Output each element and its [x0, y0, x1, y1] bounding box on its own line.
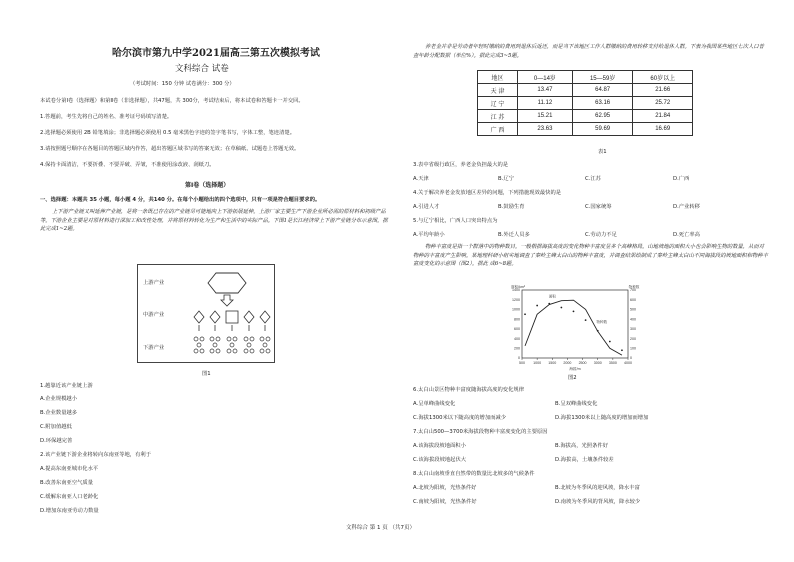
- y-right-tick-label: 300: [630, 327, 636, 332]
- question-6: 6.太白山景区物种丰富度随海拔高度的变化规律: [413, 387, 524, 393]
- table-row: [478, 110, 693, 123]
- table-row: [478, 123, 693, 136]
- y-left-tick-label: 1200: [512, 297, 520, 302]
- question-6-option-c: C.海拔1300米以下随高度的增加而减少: [413, 415, 507, 421]
- question-5: 5.与辽宁相比，广西人口突出特点为: [413, 218, 498, 224]
- x-tick-label: 3000: [593, 361, 602, 365]
- question-5-option-b: B.外迁人员多: [498, 232, 530, 238]
- question-5-option-d: D.死亡率高: [673, 232, 700, 238]
- question-4-option-c: C.国家统筹: [585, 204, 612, 210]
- question-4-option-b: B.鼓励生育: [498, 204, 525, 210]
- question-4: 4.关于解决养老金发放地区差异的问题，下列措施现效最快的是: [413, 190, 562, 196]
- table-header-cell: 地区: [478, 71, 518, 84]
- figure2-chart: [500, 282, 650, 372]
- y-left-tick-label: 400: [514, 336, 520, 341]
- question-4-option-a: A.引进人才: [413, 204, 440, 210]
- figure1-flow-shapes: [186, 265, 272, 361]
- y-left-tick-label: 1400: [512, 288, 520, 293]
- series-point-species: [536, 305, 538, 307]
- instruction-3: 3.请按照题号顺序在各题目的答题区域内作答，超出答题区域书写的答案无效；在草稿纸、试题卷上答题无效。: [40, 146, 300, 152]
- instruction-4: 4.保持卡面清洁，不要折叠、不要弄破、弄皱，不准使用涂改液、刮纸刀。: [40, 162, 215, 168]
- figure1-label-upstream: 上游产业: [143, 280, 165, 286]
- figure1-label-downstream: 下游产业: [143, 345, 165, 351]
- question-7-option-b: B.海拔高，光照条件好: [555, 443, 608, 449]
- instruction-1: 1.答题前，考生先将自己的姓名、准考证号码填写清楚。: [40, 114, 173, 120]
- exam-subtitle: 文科综合 试卷: [175, 64, 229, 74]
- question-1-option-a: A.企业规模越小: [40, 396, 77, 402]
- question-6-option-b: B.呈双峰曲线变化: [555, 401, 598, 407]
- table-cell: 59.69: [572, 123, 633, 136]
- table-header-row: [478, 71, 693, 84]
- population-table: [477, 70, 693, 136]
- figure1-label-midstream: 中游产业: [143, 312, 165, 318]
- question-8-option-c: C.南坡为阳坡，光热条件好: [413, 499, 477, 505]
- x-tick-label: 4000: [624, 361, 632, 365]
- table-cell: 辽 宁: [478, 97, 518, 110]
- y-left-tick-label: 1000: [512, 307, 520, 312]
- table-row: [478, 84, 693, 97]
- table-header-cell: 15—59岁: [572, 71, 633, 84]
- question-2-option-a: A.提高东南亚城市化水平: [40, 466, 99, 472]
- y-right-tick-label: 200: [630, 336, 636, 341]
- series-point-species: [560, 307, 562, 309]
- question-5-option-c: C.劳动力不足: [585, 232, 617, 238]
- question-7: 7.太白山500—3700米海拔段物种丰富度变化的主要原因: [413, 429, 548, 435]
- table-cell: 16.69: [633, 123, 693, 136]
- table-header-cell: 0—14岁: [518, 71, 573, 84]
- question-3-option-b: B.辽宁: [498, 176, 514, 182]
- question-2: 2.该产业链下游企业将转向东南亚等地，有利于: [40, 452, 151, 458]
- question-3-option-a: A.天津: [413, 176, 429, 182]
- question-8-option-a: A.北坡为阳坡，光热条件好: [413, 485, 477, 491]
- y-right-tick-label: 500: [630, 307, 636, 312]
- figure1-caption: 图1: [202, 371, 211, 377]
- series-label-species: 物种数: [596, 319, 608, 324]
- x-tick-label: 500: [519, 361, 525, 365]
- series-point-species: [548, 303, 550, 305]
- table-cell: 23.63: [518, 123, 573, 136]
- series-point-species: [573, 310, 575, 312]
- y-left-tick-label: 800: [514, 317, 520, 322]
- y-right-tick-label: 100: [630, 346, 636, 351]
- passage-industry-chain: 上下游产业链又叫延伸产业链，是将一条既已存在的产业链尽可能地向上下游拓展延伸。上游厂家主要生产下游企业所必需的原材料和初级产品等。下游企业主要是对原材料进行深加工和改性处理，并将原材料转化为生产和生活中的实际产品。下图1是长江经济带上下游产业链分布示意图。据此完成1~2题。: [40, 209, 388, 233]
- series-point-species: [609, 341, 611, 343]
- question-2-option-d: D.增加东南亚劳动力数量: [40, 508, 99, 514]
- table-cell: 13.47: [518, 84, 573, 97]
- question-6-option-d: D.海拔1300米以上随高度的增加而增加: [555, 415, 649, 421]
- question-2-option-b: B.改善东南亚空气质量: [40, 480, 93, 486]
- series-label-area: 面积: [548, 294, 556, 299]
- question-5-option-a: A.平均年龄小: [413, 232, 445, 238]
- question-6-option-a: A.呈单峰曲线变化: [413, 401, 456, 407]
- figure2-chart-svg: [500, 282, 650, 372]
- y-right-tick-label: 0: [630, 356, 632, 361]
- question-4-option-d: D.产业转移: [673, 204, 700, 210]
- question-8: 8.太白山南坡垂直自然带的数量比北坡多的气候条件: [413, 471, 535, 477]
- y-left-tick-label: 200: [514, 346, 520, 351]
- table-cell: 天 津: [478, 84, 518, 97]
- passage-species-richness: 物种丰富度是指一个群落中的物种数目。一般根据海拔高度的变化物种丰富度呈多个高峰格局。山地坡地的面积大小也会影响生物的数量，从而对物种的丰富度产生影响。某地理科研小组实地调查了秦岭主峰太白山的物种丰富度，并调查结果绘制成了秦岭主峰太白山不同海拔段的坡地面积和物种丰富度变化的示意图（图2）。据此 成6~8题。: [413, 244, 768, 268]
- question-1-option-b: B.企业数量越多: [40, 410, 78, 416]
- table-cell: 21.66: [633, 84, 693, 97]
- series-point-species: [597, 330, 599, 332]
- page-footer: 文科综合 第 1 页 （共7页）: [346, 525, 415, 531]
- table-cell: 64.87: [572, 84, 633, 97]
- instruction-0: 本试卷分第Ⅰ卷（选择题）和第Ⅱ卷（非选择题），共47题，共 300分，考试结束后，将本试卷和答题卡一并交回。: [40, 98, 304, 104]
- table-cell: 62.95: [572, 110, 633, 123]
- question-1-option-d: D.环保越完善: [40, 438, 73, 444]
- series-line-area: [525, 300, 622, 355]
- table-row: [478, 97, 693, 110]
- question-3-option-d: D.广西: [673, 176, 690, 182]
- series-point-species: [585, 319, 587, 321]
- question-1-option-c: C.附加值越低: [40, 424, 72, 430]
- series-point-species: [524, 313, 526, 315]
- table-header-cell: 60岁以上: [633, 71, 693, 84]
- figure1-diagram: [137, 264, 275, 363]
- question-3-option-c: C.江苏: [585, 176, 601, 182]
- y-left-tick-label: 0: [518, 356, 520, 361]
- question-1: 1.越靠近该产业链上游: [40, 383, 93, 389]
- y-right-tick-label: 600: [630, 297, 636, 302]
- question-2-option-c: C.缓解东南亚人口老龄化: [40, 494, 99, 500]
- y-left-axis-label: 面积/km²: [510, 285, 526, 289]
- question-7-option-d: D.海拔高，土壤条件较差: [555, 457, 614, 463]
- table-cell: 63.16: [572, 97, 633, 110]
- table1-caption: 表1: [598, 149, 607, 155]
- x-tick-label: 2500: [578, 361, 587, 365]
- section-title: 第Ⅰ卷（选择题）: [185, 182, 230, 189]
- x-tick-label: 3500: [608, 361, 617, 365]
- table-cell: 15.21: [518, 110, 573, 123]
- question-3: 3.表中省级行政区，养老金负担最大的是: [413, 162, 509, 168]
- table-cell: 21.84: [633, 110, 693, 123]
- table-cell: 江 苏: [478, 110, 518, 123]
- x-tick-label: 1000: [533, 361, 542, 365]
- table-cell: 广 西: [478, 123, 518, 136]
- y-right-tick-label: 400: [630, 317, 636, 322]
- figure2-caption: 图2: [568, 375, 577, 381]
- chart-frame: [522, 290, 628, 358]
- y-left-tick-label: 600: [514, 327, 520, 332]
- table-cell: 25.72: [633, 97, 693, 110]
- x-tick-label: 2000: [563, 361, 572, 365]
- question-8-option-b: B.北坡为冬季风的迎风坡，降水丰富: [555, 485, 640, 491]
- passage-pension: 养老金并非是劳动者年轻时缴纳的费用到退休后返还，而是当下该地区工作人群缴纳的费用转移支付给退休人群。下表为我国某些地区七次人口普查年龄分配数据（单位%）。据此完成3~5题。: [413, 44, 765, 59]
- exam-info: （考试时间：150 分钟 试卷满分：300 分）: [130, 81, 235, 87]
- exam-title: 哈尔滨市第九中学2021届高三第五次模拟考试: [112, 48, 320, 59]
- series-point-species: [621, 349, 623, 351]
- table-cell: 11.12: [518, 97, 573, 110]
- x-tick-label: 1500: [548, 361, 557, 365]
- y-right-tick-label: 700: [630, 288, 636, 293]
- question-7-option-c: C.该海拔段坡地起伏大: [413, 457, 467, 463]
- question-7-option-a: A.该海拔段坡地面积小: [413, 443, 466, 449]
- section-intro: 一、选择题：本题共 35 小题，每小题 4 分，共140 分。在每个小题给出的四个选项中，只有一项是符合题目要求的。: [40, 197, 321, 203]
- question-8-option-d: D.南坡为冬季风的背风坡，降水较少: [555, 499, 641, 505]
- instruction-2: 2.选择题必须使用 2B 铅笔填涂；非选择题必须使用 0.5 毫米黑色字迹的签字笔书写，字体工整，笔迹清楚。: [40, 130, 295, 136]
- y-right-axis-label: 物种数: [628, 285, 640, 289]
- x-axis-label: 海拔/m: [569, 367, 581, 371]
